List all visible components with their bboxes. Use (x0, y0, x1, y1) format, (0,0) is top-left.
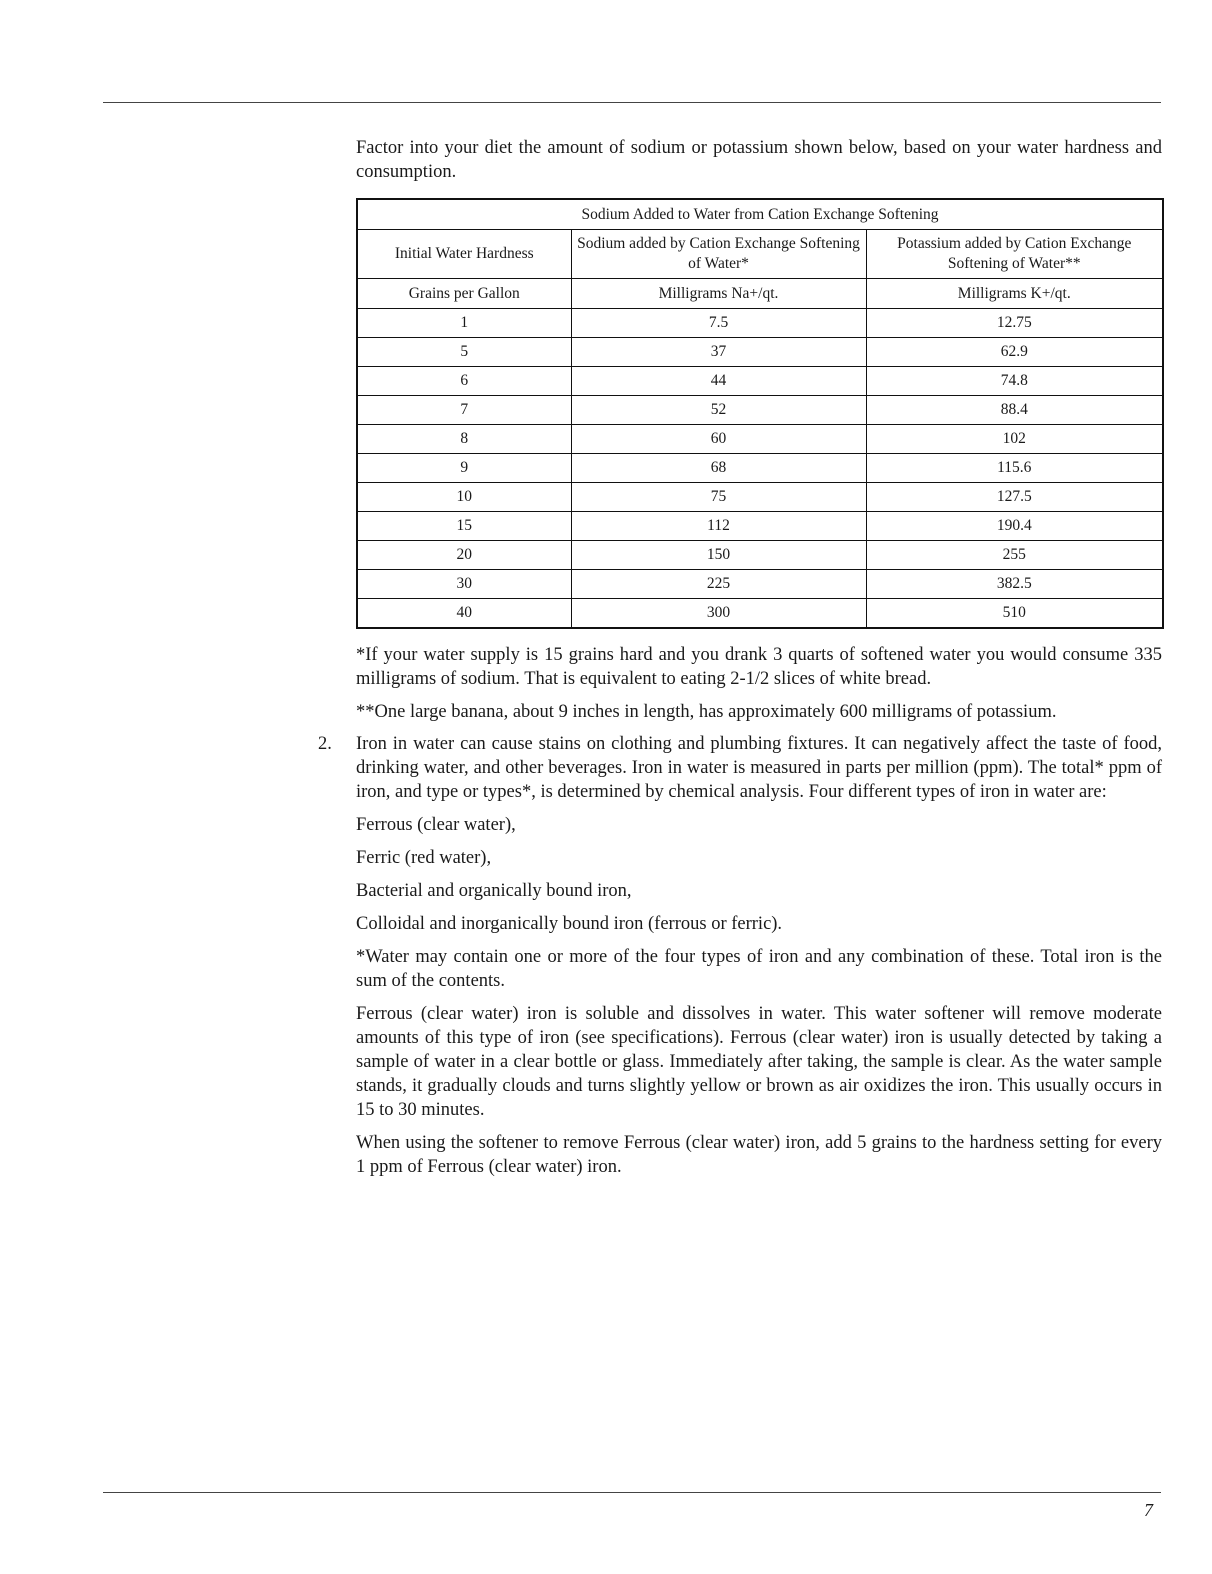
table-cell: 75 (571, 483, 866, 512)
table-cell: 255 (866, 541, 1163, 570)
table-cell: 300 (571, 599, 866, 629)
iron-type: Bacterial and organically bound iron, (356, 881, 632, 901)
iron-type: Ferric (red water), (356, 848, 492, 868)
table-row (357, 396, 1163, 425)
table-cell: 15 (357, 512, 571, 541)
column-units: Milligrams K+/qt. (866, 279, 1163, 309)
potassium-footnote: **One large banana, about 9 inches in length, has approximately 600 milligrams of potassium. (356, 702, 1057, 722)
sodium-footnote: *If your water supply is 15 grains hard and you drank 3 quarts of softened water you would consume 335 milligrams of sodium. That is equivalent to eating 2-1/2 slices of white bread. (356, 645, 1162, 689)
iron-type: Colloidal and inorganically bound iron (ferrous or ferric). (356, 914, 783, 934)
table-cell: 115.6 (866, 454, 1163, 483)
table-cell: 5 (357, 338, 571, 367)
iron-note: *Water may contain one or more of the four types of iron and any combination of these. Total iron is the sum of the contents. (356, 947, 1162, 991)
table-cell: 102 (866, 425, 1163, 454)
table-row (357, 599, 1163, 629)
table-cell: 44 (571, 367, 866, 396)
column-units: Milligrams Na+/qt. (571, 279, 866, 309)
table-cell: 8 (357, 425, 571, 454)
table-cell: 62.9 (866, 338, 1163, 367)
table-row (357, 454, 1163, 483)
table-cell: 20 (357, 541, 571, 570)
table-caption: Sodium Added to Water from Cation Exchange Softening (357, 199, 1163, 230)
sodium-table (356, 198, 1164, 629)
table-row (357, 483, 1163, 512)
table-row (357, 367, 1163, 396)
iron-type: Ferrous (clear water), (356, 815, 516, 835)
page-content (318, 136, 1162, 1179)
table-cell: 9 (357, 454, 571, 483)
table-cell: 127.5 (866, 483, 1163, 512)
table-cell: 74.8 (866, 367, 1163, 396)
table-cell: 68 (571, 454, 866, 483)
table-cell: 7.5 (571, 309, 866, 338)
column-header: Potassium added by Cation Exchange Softening of Water** (866, 230, 1163, 279)
table-row (357, 425, 1163, 454)
table-row (357, 541, 1163, 570)
table-cell: 60 (571, 425, 866, 454)
iron-intro-paragraph: Iron in water can cause stains on clothing and plumbing fixtures. It can negatively affect the taste of food, drinking water, and other beverages. Iron in water is measured in parts per million (ppm). The total* ppm of iron, and type or types*, is determined by chemical analysis. Four different types of iron in water are: (356, 734, 1162, 802)
table-cell: 6 (357, 367, 571, 396)
column-units: Grains per Gallon (357, 279, 571, 309)
table-row (357, 512, 1163, 541)
ferrous-paragraph: Ferrous (clear water) iron is soluble and dissolves in water. This water softener will remove moderate amounts of this type of iron (see specifications). Ferrous (clear water) iron is usually detected by taking a sample of water in a clear bottle or glass. Immediately after taking, the sample is clear. As the water sample stands, it gradually clouds and turns slightly yellow or brown as air oxidizes the iron. This usually occurs in 15 to 30 minutes. (356, 1004, 1162, 1120)
table-row (357, 309, 1163, 338)
table-cell: 112 (571, 512, 866, 541)
table-cell: 7 (357, 396, 571, 425)
column-header: Sodium added by Cation Exchange Softening of Water* (571, 230, 866, 279)
table-cell: 88.4 (866, 396, 1163, 425)
column-header: Initial Water Hardness (357, 230, 571, 279)
list-item-2 (318, 732, 1162, 1179)
table-row (357, 338, 1163, 367)
table-cell: 510 (866, 599, 1163, 629)
table-cell: 10 (357, 483, 571, 512)
footer-rule (103, 1492, 1161, 1493)
table-cell: 190.4 (866, 512, 1163, 541)
table-cell: 30 (357, 570, 571, 599)
table-body (357, 309, 1163, 629)
hardness-paragraph: When using the softener to remove Ferrous (clear water) iron, add 5 grains to the hardness setting for every 1 ppm of Ferrous (clear water) iron. (356, 1133, 1162, 1177)
page-number: 7 (1144, 1500, 1153, 1520)
table-cell: 37 (571, 338, 866, 367)
table-cell: 40 (357, 599, 571, 629)
table-cell: 382.5 (866, 570, 1163, 599)
table-cell: 12.75 (866, 309, 1163, 338)
intro-paragraph: Factor into your diet the amount of sodium or potassium shown below, based on your water hardness and consumption. (356, 138, 1162, 182)
table-cell: 150 (571, 541, 866, 570)
list-item-number: 2. (318, 734, 332, 754)
table-row (357, 570, 1163, 599)
table-cell: 1 (357, 309, 571, 338)
header-rule (103, 102, 1161, 103)
table-cell: 52 (571, 396, 866, 425)
table-cell: 225 (571, 570, 866, 599)
